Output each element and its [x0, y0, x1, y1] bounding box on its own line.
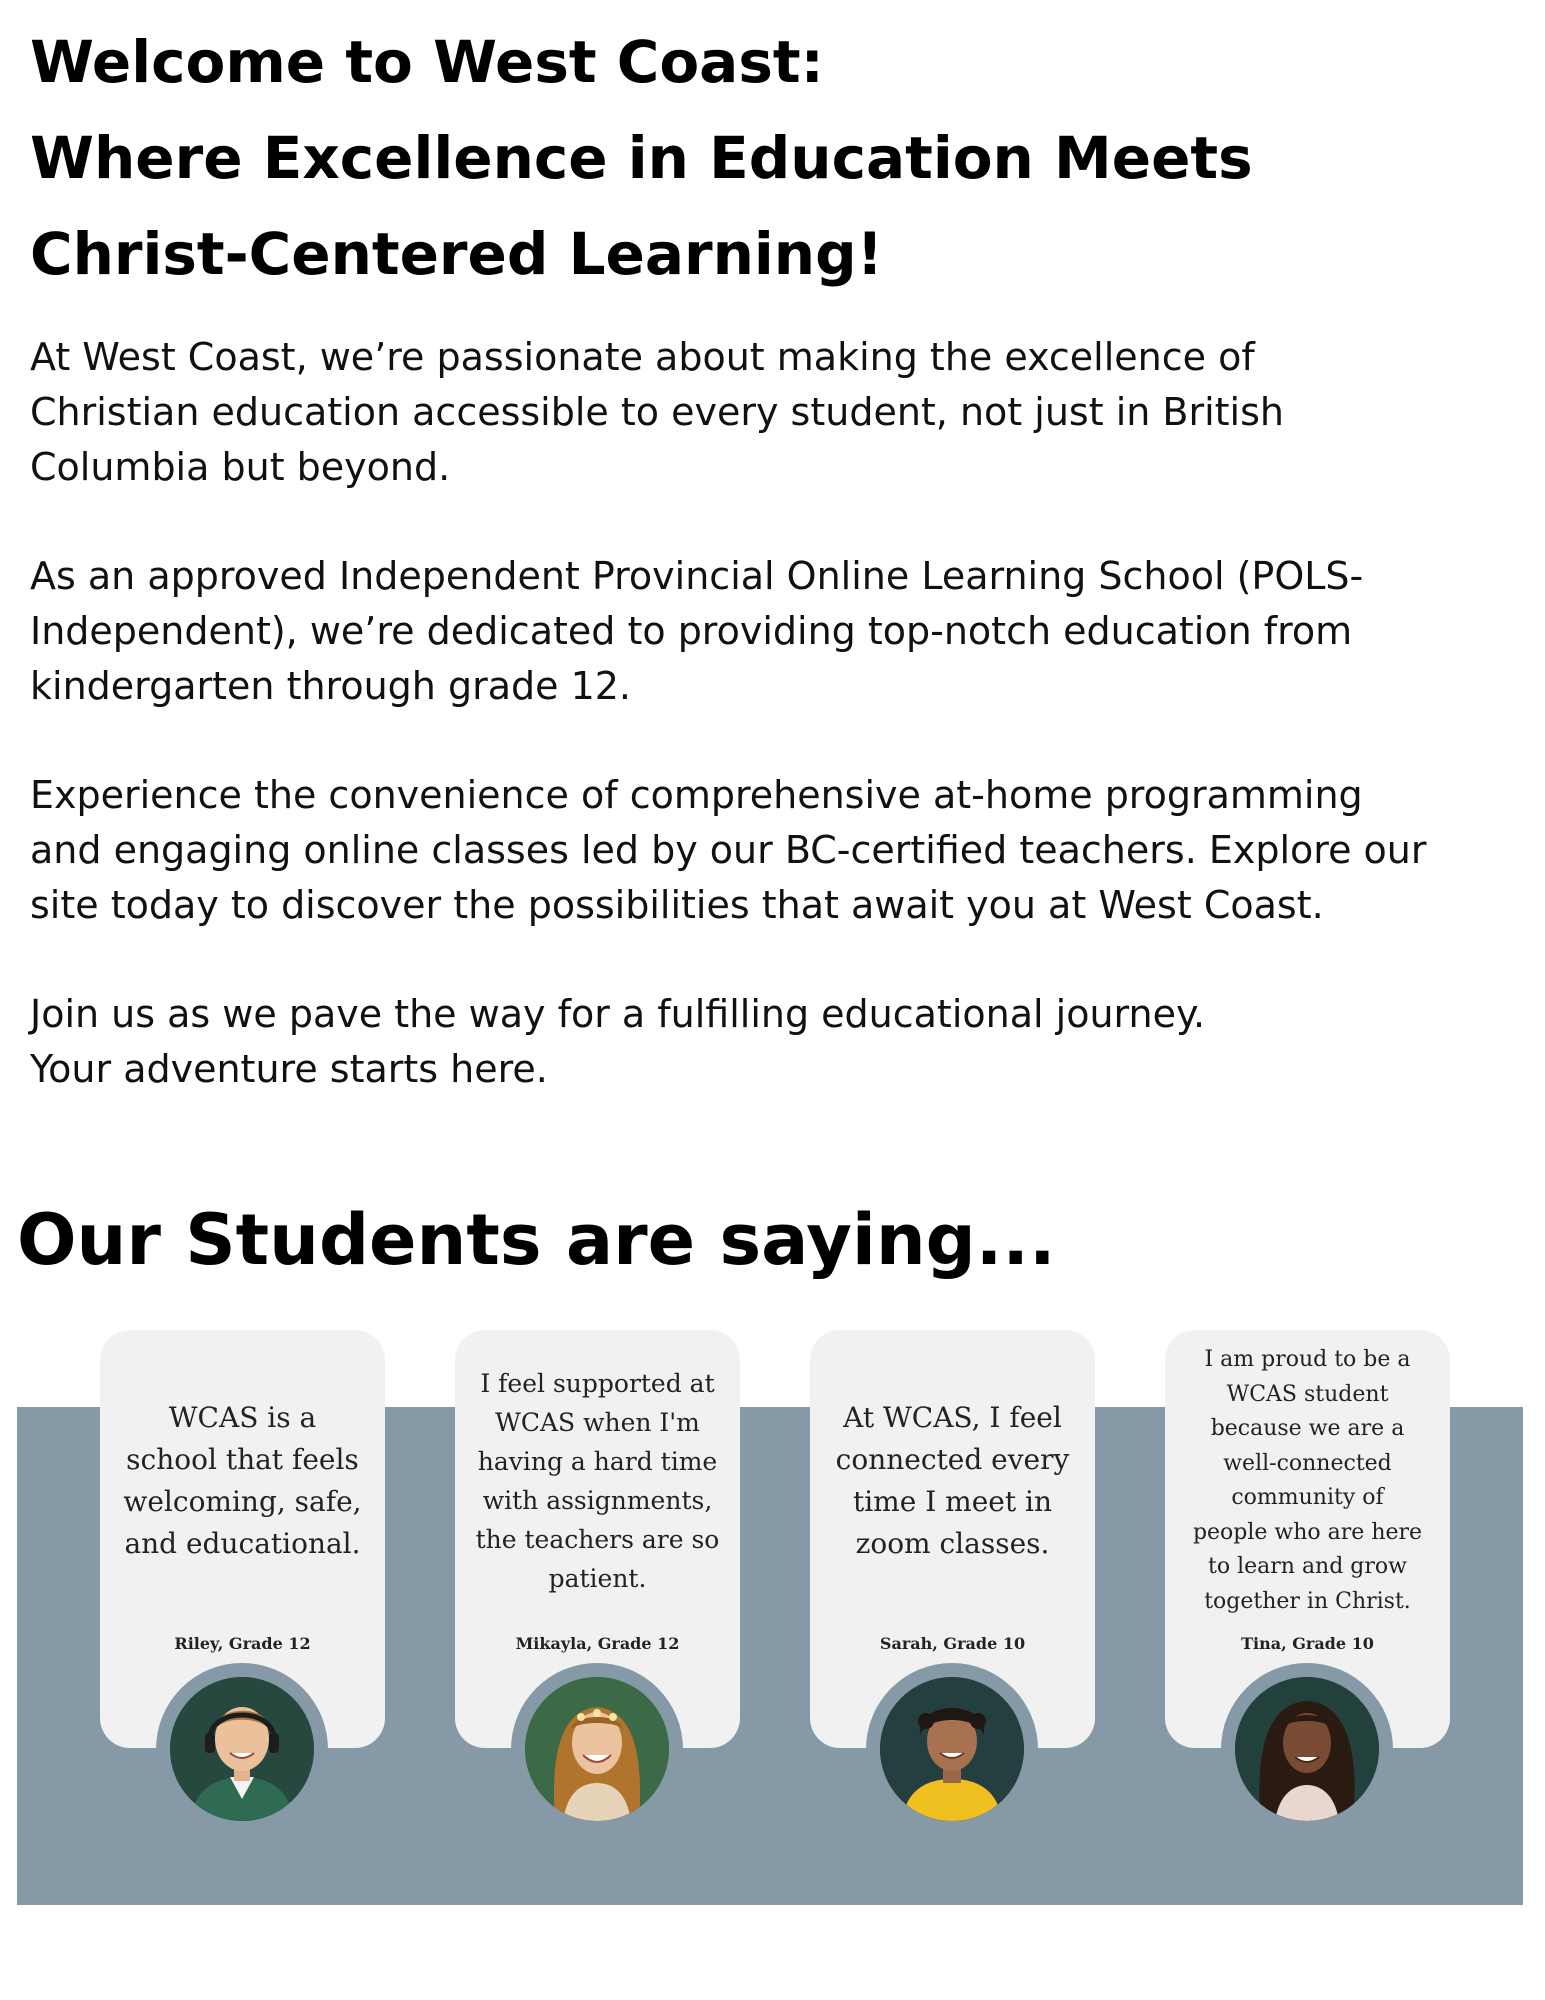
welcome-title-line: Where Excellence in Education Meets	[30, 124, 1253, 192]
quote-line: with assignments,	[482, 1486, 713, 1515]
text-line: As an approved Independent Provincial Online Learning School (POLS-	[30, 554, 1364, 598]
text-line: Independent), we’re dedicated to providing top-notch education from	[30, 609, 1353, 653]
intro-text	[30, 330, 1500, 1151]
testimonials-heading: Our Students are saying...	[17, 1199, 1056, 1281]
text-line: At West Coast, we’re passionate about making the excellence of	[30, 335, 1255, 379]
text-line: Columbia but beyond.	[30, 445, 451, 489]
student-photo-frame	[511, 1663, 683, 1835]
student-photo	[525, 1677, 669, 1821]
quote-line: having a hard time	[477, 1447, 718, 1476]
quote-line: people who are here	[1192, 1519, 1423, 1545]
student-portrait-headphones-icon	[170, 1677, 314, 1821]
quote-line: community of	[1231, 1485, 1384, 1510]
testimonial-author: Tina, Grade 10	[1241, 1634, 1374, 1653]
text-line: kindergarten through grade 12.	[30, 664, 632, 708]
text-line: Experience the convenience of comprehensive at-home programming	[30, 773, 1363, 817]
welcome-title-line: Christ-Centered Learning!	[30, 220, 884, 288]
text-line: site today to discover the possibilities that await you at West Coast.	[30, 883, 1324, 927]
text-line: Your adventure starts here.	[30, 1047, 548, 1091]
student-photo-frame	[1221, 1663, 1393, 1835]
quote-line: zoom classes.	[855, 1527, 1050, 1560]
student-photo	[170, 1677, 314, 1821]
quote-line: school that feels	[126, 1443, 359, 1476]
student-photo-frame	[866, 1663, 1038, 1835]
text-line: Join us as we pave the way for a fulfilling educational journey.	[30, 992, 1206, 1036]
student-photo-frame	[156, 1663, 328, 1835]
quote-line: I am proud to be a	[1204, 1347, 1411, 1372]
testimonial-author: Riley, Grade 12	[174, 1634, 311, 1653]
quote-line: WCAS when I'm	[495, 1408, 700, 1437]
quote-line: time I meet in	[852, 1485, 1052, 1518]
quote-line: to learn and grow	[1208, 1554, 1407, 1579]
student-photo	[880, 1677, 1024, 1821]
quote-line: WCAS student	[1226, 1381, 1389, 1407]
student-portrait-curly-hair-icon	[525, 1677, 669, 1821]
intro-paragraph-accreditation	[30, 549, 1500, 714]
testimonial-author: Mikayla, Grade 12	[515, 1634, 680, 1653]
testimonial-quote	[830, 1330, 1075, 1632]
quote-line: together in Christ.	[1204, 1588, 1411, 1614]
quote-line: patient.	[548, 1564, 647, 1593]
quote-line: because we are a	[1210, 1416, 1405, 1441]
text-line: and engaging online classes led by our BC-certified teachers. Explore our	[30, 828, 1427, 872]
quote-line: the teachers are so	[475, 1525, 720, 1554]
quote-line: welcoming, safe,	[123, 1485, 362, 1518]
testimonial-quote	[475, 1330, 720, 1632]
intro-paragraph-programs	[30, 768, 1500, 933]
quote-line: well-connected	[1223, 1450, 1392, 1476]
welcome-title	[30, 14, 1480, 302]
quote-line: and educational.	[124, 1527, 361, 1560]
student-portrait-long-hair-icon	[1235, 1677, 1379, 1821]
student-portrait-yellow-shirt-icon	[880, 1677, 1024, 1821]
welcome-title-line: Welcome to West Coast:	[30, 28, 824, 96]
quote-line: At WCAS, I feel	[843, 1401, 1062, 1434]
quote-line: connected every	[835, 1443, 1070, 1476]
testimonial-author: Sarah, Grade 10	[879, 1634, 1026, 1653]
quote-line: WCAS is a	[168, 1401, 317, 1434]
testimonial-quote	[1185, 1330, 1430, 1632]
quote-line: I feel supported at	[480, 1369, 715, 1398]
text-line: Christian education accessible to every student, not just in British	[30, 390, 1284, 434]
intro-paragraph-mission	[30, 330, 1500, 495]
testimonial-quote	[120, 1330, 365, 1632]
student-photo	[1235, 1677, 1379, 1821]
intro-paragraph-invitation	[30, 987, 1500, 1097]
